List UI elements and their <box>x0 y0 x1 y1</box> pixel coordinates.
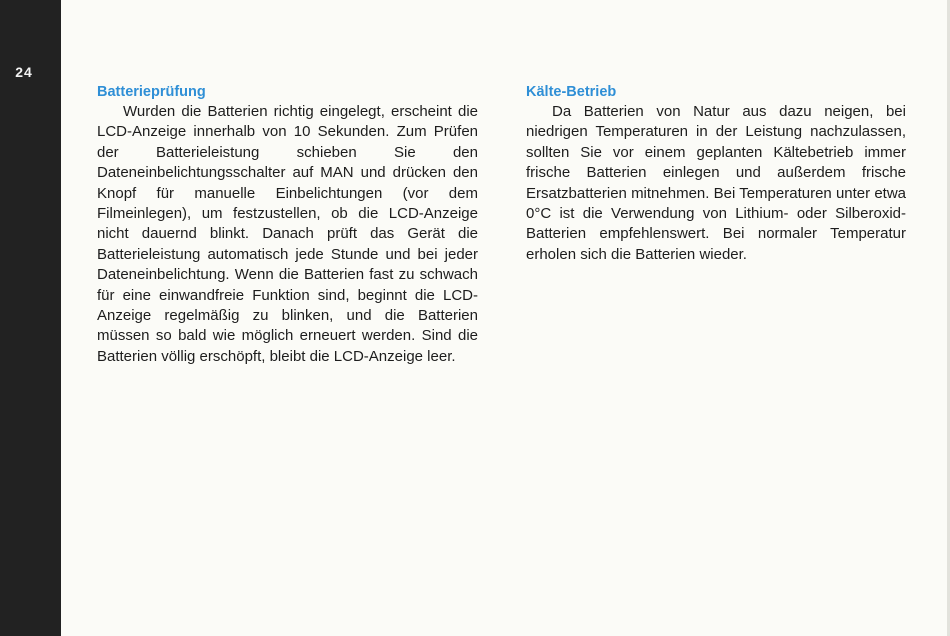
page-number: 24 <box>15 64 33 80</box>
section-body: Da Batterien von Natur aus dazu neigen, bei niedrigen Temperaturen in der Leistung nachzulassen, sollten Sie vor einem geplanten Kältebetrieb immer frische Batterien einlegen und außerdem frische Ersatzbatterien mitnehmen. Bei Temperaturen unter etwa 0°C ist die Verwendung von Lithium- oder Silberoxid-Batterien empfehlenswert. Bei normaler Temperatur erholen sich die Batterien wieder. <box>526 103 906 263</box>
page-side-bar <box>0 0 61 636</box>
section-heading: Batterieprüfung <box>97 84 206 100</box>
section-cold-operation <box>526 82 906 265</box>
section-heading: Kälte-Betrieb <box>526 84 617 100</box>
section-battery-check <box>97 82 478 367</box>
section-body: Wurden die Batterien richtig eingelegt, erscheint die LCD-Anzeige innerhalb von 10 Sekunden. Zum Prüfen der Batterieleistung schieben Sie den Dateneinbelichtungsschalter auf MAN und drücken den Knopf für manuelle Einbelichtungen (vor dem Filmeinlegen), um festzustellen, ob die LCD-Anzeige nicht dauernd blinkt. Danach prüft das Gerät die Batterieleistung automatisch jede Stunde und bei jeder Dateneinbelichtung. Wenn die Batterien fast zu schwach für eine einwandfreie Funktion sind, beginnt die LCD-Anzeige regelmäßig zu blinken, und die Batterien müssen so bald wie möglich erneuert werden. Sind die Batterien völlig erschöpft, bleibt die LCD-Anzeige leer. <box>97 103 478 365</box>
